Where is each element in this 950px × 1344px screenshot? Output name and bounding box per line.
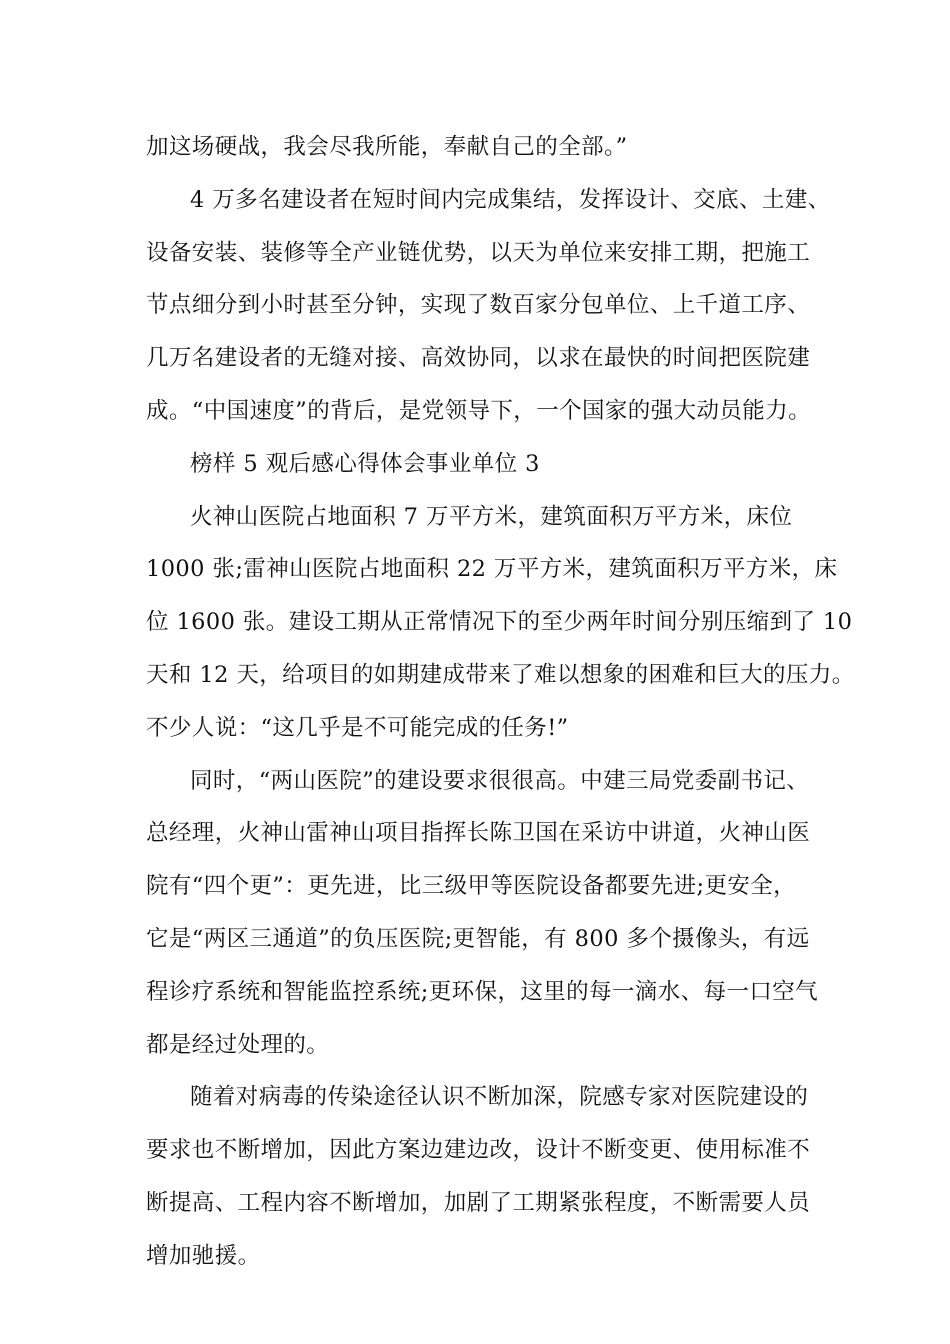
text-line: 节点细分到小时甚至分钟，实现了数百家分包单位、上千道工序、: [146, 292, 811, 319]
text-line: 加这场硬战，我会尽我所能，奉献自己的全部。”: [146, 134, 628, 160]
text-line: 天和 12 天，给项目的如期建成带来了难以想象的困难和巨大的压力。: [146, 661, 855, 688]
text-line: 同时，“两山医院”的建设要求很很高。中建三局党委副书记、: [190, 767, 810, 794]
text-line: 断提高、工程内容不断增加，加剧了工期紧张程度，不断需要人员: [146, 1189, 811, 1216]
text-line: 增加驰援。: [146, 1242, 261, 1269]
text-line: 它是“两区三通道”的负压医院;更智能，有 800 多个摄像头，有远: [146, 925, 810, 952]
text-line: 随着对病毒的传染途径认识不断加深，院感专家对医院建设的: [190, 1084, 809, 1111]
document-body: [146, 121, 855, 1283]
text-line: 位 1600 张。建设工期从正常情况下的至少两年时间分别压缩到了 10: [146, 609, 853, 636]
text-line: 成。“中国速度”的背后，是党领导下，一个国家的强大动员能力。: [146, 397, 812, 424]
text-line: 程诊疗系统和智能监控系统;更环保，这里的每一滴水、每一口空气: [146, 978, 819, 1005]
text-line: 院有“四个更”：更先进，比三级甲等医院设备都要先进;更安全，: [146, 873, 797, 900]
text-line: 几万名建设者的无缝对接、高效协同，以求在最快的时间把医院建: [146, 345, 811, 372]
text-line: 不少人说：“这几乎是不可能完成的任务!”: [146, 714, 569, 741]
text-line: 总经理，火神山雷神山项目指挥长陈卫国在采访中讲道，火神山医: [146, 820, 811, 847]
text-line: 1000 张;雷神山医院占地面积 22 万平方米，建筑面积万平方米，床: [146, 556, 838, 583]
text-line: 要求也不断增加，因此方案边建边改，设计不断变更、使用标准不: [146, 1137, 811, 1164]
text-line: 都是经过处理的。: [146, 1031, 330, 1058]
text-line: 设备安装、装修等全产业链优势，以天为单位来安排工期，把施工: [146, 239, 811, 266]
text-line: 火神山医院占地面积 7 万平方米，建筑面积万平方米，床位: [190, 503, 793, 530]
text-line: 4 万多名建设者在短时间内完成集结，发挥设计、交底、土建、: [190, 186, 831, 213]
section-heading: 榜样 5 观后感心得体会事业单位 3: [190, 450, 540, 477]
